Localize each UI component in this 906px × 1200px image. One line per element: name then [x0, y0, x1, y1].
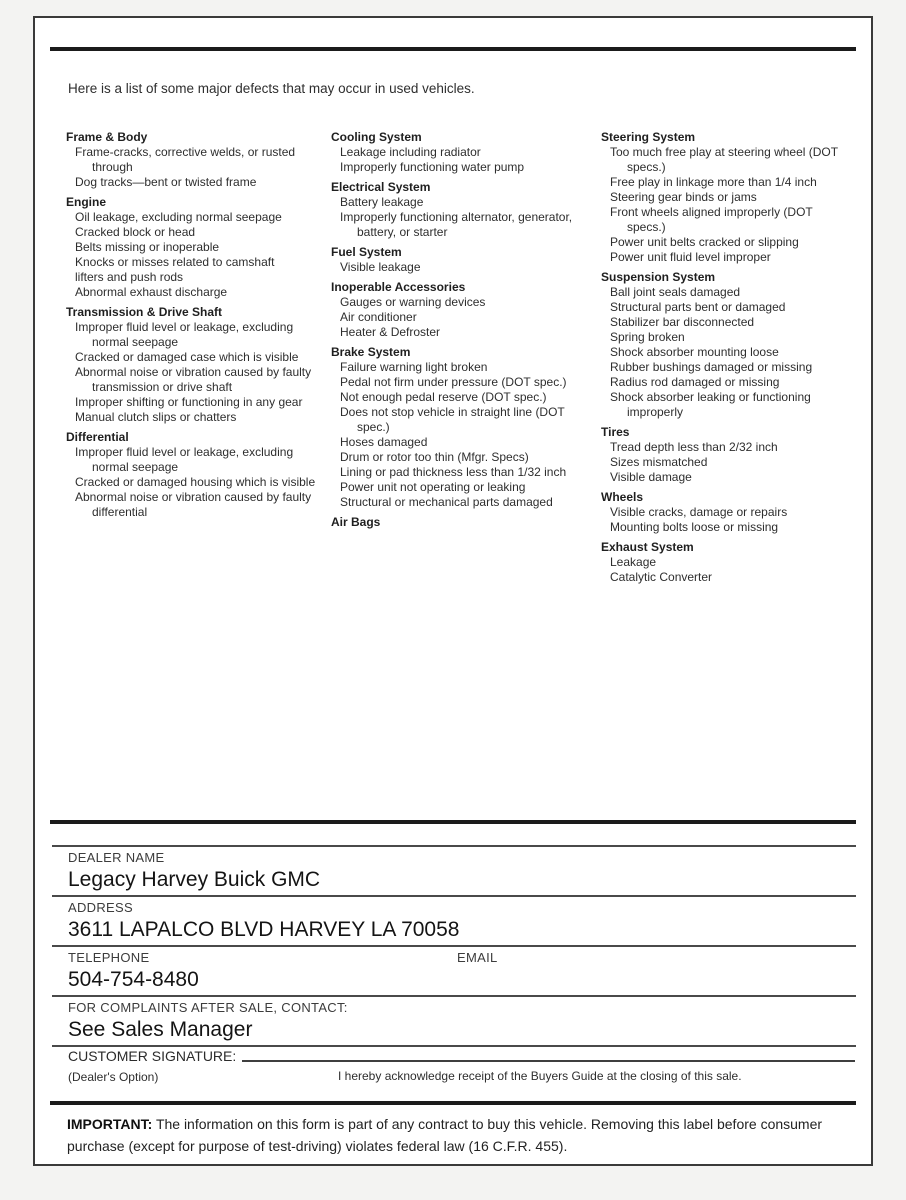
defect-item: Drum or rotor too thin (Mfgr. Specs) [340, 450, 529, 464]
defect-item: Heater & Defroster [340, 325, 441, 339]
important-label: IMPORTANT: [67, 1116, 153, 1132]
section-title: Suspension System [601, 270, 716, 284]
defect-item: Frame-cracks, corrective welds, or rusted through [75, 145, 296, 174]
defect-section [331, 180, 587, 240]
defect-section [601, 540, 854, 585]
defect-section [66, 195, 316, 300]
defect-item: Spring broken [610, 330, 685, 344]
email-label: EMAIL [457, 950, 498, 965]
section-title: Cooling System [331, 130, 422, 144]
defect-item: Battery leakage [340, 195, 424, 209]
defect-item: Improperly functioning water pump [340, 160, 525, 174]
telephone-row [52, 945, 856, 995]
dealer-name-row [52, 845, 856, 895]
defect-item: Improper fluid level or leakage, excluding normal seepage [75, 320, 294, 349]
defect-item: Not enough pedal reserve (DOT spec.) [340, 390, 547, 404]
defect-item: Does not stop vehicle in straight line (DOT spec.) [340, 405, 565, 434]
defects-column-1 [66, 126, 316, 590]
section-title: Fuel System [331, 245, 402, 259]
dealer-section [35, 820, 871, 1084]
dealer-name-label: DEALER NAME [68, 850, 165, 865]
telephone-value: 504-754-8480 [68, 968, 199, 991]
section-title: Inoperable Accessories [331, 280, 466, 294]
defect-item: Leakage including radiator [340, 145, 481, 159]
section-title: Exhaust System [601, 540, 694, 554]
defects-column-3 [601, 126, 854, 590]
defect-item: Power unit not operating or leaking [340, 480, 526, 494]
defect-item: Free play in linkage more than 1/4 inch [610, 175, 817, 189]
top-divider-rule [50, 47, 856, 51]
defect-item: Oil leakage, excluding normal seepage [75, 210, 282, 224]
defect-item: Shock absorber leaking or functioning improperly [610, 390, 811, 419]
defect-section [66, 130, 316, 190]
defect-item: Belts missing or inoperable [75, 240, 220, 254]
section-title: Steering System [601, 130, 696, 144]
defect-item: Power unit belts cracked or slipping [610, 235, 799, 249]
section-title: Frame & Body [66, 130, 148, 144]
defect-item: Cracked or damaged case which is visible [75, 350, 299, 364]
defect-item: Gauges or warning devices [340, 295, 486, 309]
defect-section [601, 490, 854, 535]
defect-item: Hoses damaged [340, 435, 428, 449]
section-title: Air Bags [331, 515, 381, 529]
defect-item: Failure warning light broken [340, 360, 488, 374]
defect-item: Tread depth less than 2/32 inch [610, 440, 778, 454]
defect-section [331, 515, 587, 530]
important-body: The information on this form is part of any contract to buy this vehicle. Removing this label before consumer purchase (except for purpose of test-driving) violates federal law (16 C.F.R. 455). [67, 1116, 823, 1154]
section-title: Engine [66, 195, 107, 209]
defect-item: Improper fluid level or leakage, excluding normal seepage [75, 445, 294, 474]
complaints-row [52, 995, 856, 1045]
defect-item: Sizes mismatched [610, 455, 708, 469]
defect-item: Lining or pad thickness less than 1/32 inch [340, 465, 567, 479]
defect-item: Air conditioner [340, 310, 417, 324]
defect-item: Cracked block or head [75, 225, 196, 239]
important-notice [67, 1113, 833, 1157]
intro-text: Here is a list of some major defects that may occur in used vehicles. [68, 81, 475, 96]
customer-signature-label: CUSTOMER SIGNATURE: [68, 1048, 237, 1064]
address-row [52, 895, 856, 945]
defect-item: Front wheels aligned improperly (DOT specs.) [610, 205, 813, 234]
defect-section [331, 245, 587, 275]
defect-section [601, 425, 854, 485]
defects-columns [66, 126, 857, 590]
section-title: Electrical System [331, 180, 431, 194]
defect-item: Visible damage [610, 470, 692, 484]
section-title: Tires [601, 425, 630, 439]
defect-section [601, 270, 854, 420]
defect-item: Catalytic Converter [610, 570, 713, 584]
defect-item: Structural or mechanical parts damaged [340, 495, 553, 509]
fields-bottom-line [52, 1045, 856, 1047]
defect-section [331, 345, 587, 510]
defect-item: Leakage [610, 555, 657, 569]
complaints-value: See Sales Manager [68, 1018, 253, 1041]
defect-item: Abnormal noise or vibration caused by faulty differential [75, 490, 312, 519]
defect-item: Too much free play at steering wheel (DOT specs.) [610, 145, 838, 174]
defect-item: Stabilizer bar disconnected [610, 315, 755, 329]
section-title: Transmission & Drive Shaft [66, 305, 223, 319]
defect-item: Structural parts bent or damaged [610, 300, 786, 314]
defect-item: Pedal not firm under pressure (DOT spec.) [340, 375, 567, 389]
defect-item: Improperly functioning alternator, generator, battery, or starter [340, 210, 573, 239]
address-label: ADDRESS [68, 900, 133, 915]
section-title: Differential [66, 430, 129, 444]
address-value: 3611 LAPALCO BLVD HARVEY LA 70058 [68, 918, 460, 941]
defect-item: Radius rod damaged or missing [610, 375, 780, 389]
defect-item: Power unit fluid level improper [610, 250, 771, 264]
complaints-label: FOR COMPLAINTS AFTER SALE, CONTACT: [68, 1000, 348, 1015]
defect-item: Knocks or misses related to camshaft [75, 255, 275, 269]
acknowledgement-text: I hereby acknowledge receipt of the Buyers Guide at the closing of this sale. [338, 1069, 742, 1083]
telephone-label: TELEPHONE [68, 950, 150, 965]
defect-section [66, 430, 316, 520]
defect-item: Improper shifting or functioning in any gear [75, 395, 303, 409]
dealer-fields [52, 845, 856, 1047]
defect-section [331, 280, 587, 340]
defect-section [66, 305, 316, 425]
defect-item: Visible cracks, damage or repairs [610, 505, 788, 519]
defects-column-2 [331, 126, 587, 590]
defect-item: Shock absorber mounting loose [610, 345, 779, 359]
defect-item: Rubber bushings damaged or missing [610, 360, 813, 374]
section-title: Wheels [601, 490, 644, 504]
signature-block [68, 1048, 855, 1086]
defect-item: lifters and push rods [75, 270, 184, 284]
defect-item: Mounting bolts loose or missing [610, 520, 779, 534]
buyers-guide-page [33, 16, 873, 1166]
defect-section [601, 130, 854, 265]
defect-item: Abnormal exhaust discharge [75, 285, 228, 299]
defect-item: Dog tracks—bent or twisted frame [75, 175, 257, 189]
defect-item: Manual clutch slips or chatters [75, 410, 237, 424]
defect-item: Steering gear binds or jams [610, 190, 757, 204]
defect-item: Cracked or damaged housing which is visible [75, 475, 316, 489]
important-divider-rule [50, 1101, 856, 1105]
defect-item: Visible leakage [340, 260, 421, 274]
defect-item: Abnormal noise or vibration caused by faulty transmission or drive shaft [75, 365, 312, 394]
defect-item: Ball joint seals damaged [610, 285, 741, 299]
signature-line [242, 1060, 855, 1062]
defect-section [331, 130, 587, 175]
dealer-name-value: Legacy Harvey Buick GMC [68, 868, 321, 891]
dealer-divider-rule [50, 820, 856, 824]
section-title: Brake System [331, 345, 411, 359]
dealers-option-label: (Dealer's Option) [68, 1070, 159, 1084]
